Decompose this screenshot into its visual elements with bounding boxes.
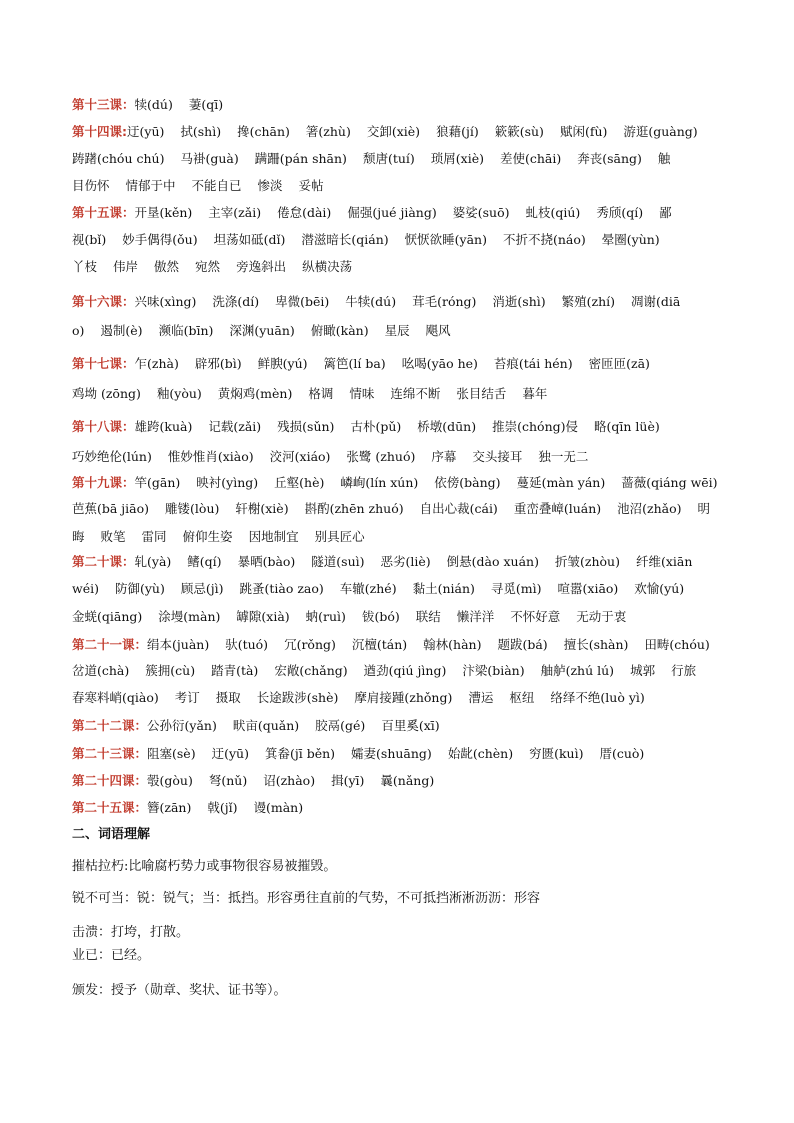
vocab-item: 旁逸斜出: [236, 259, 287, 274]
vocab-item: 恶劣(liè): [380, 554, 431, 569]
vocab-item: 宛然: [195, 259, 221, 274]
vocab-item: 拭(shì): [180, 124, 222, 139]
vocab-item: 宏敞(chǎng): [274, 663, 348, 678]
vocab-item: 丫枝: [72, 259, 98, 274]
vocab-item: 驮(tuó): [225, 637, 269, 652]
vocab-item: 踏青(tà): [211, 663, 259, 678]
vocab-item: 岔道(chà): [72, 663, 130, 678]
vocab-item: 沉檀(tán): [351, 637, 408, 652]
vocab-item: 惨淡: [257, 178, 283, 193]
vocab-item: 蔓延(màn yán): [516, 475, 606, 490]
definition-line: 摧枯拉朽:比喻腐朽势力或事物很容易被摧毁。: [72, 859, 337, 874]
vocab-line: [72, 96, 728, 114]
vocab-item: 鳍(qí): [187, 554, 222, 569]
vocab-item: 谩(màn): [253, 800, 304, 815]
vocab-item: 犊(dú): [134, 97, 173, 112]
vocab-item: 暮年: [522, 386, 548, 401]
definition-line: 业已：已经。: [72, 948, 151, 963]
vocab-item: 黄焖鸡(mèn): [217, 386, 293, 401]
vocab-item: 防御(yù): [114, 581, 165, 596]
vocab-item: 曩(nǎng): [380, 773, 435, 788]
vocab-item: 鄙: [659, 205, 672, 220]
vocab-item: 纤维(xiān: [635, 554, 693, 569]
vocab-item: 推崇(chóng)侵: [492, 419, 578, 434]
lesson-label: 第十九课：: [72, 475, 135, 490]
vocab-item: 簪(zān): [147, 800, 192, 815]
vocab-item: 胶鬲(gé): [315, 718, 366, 733]
vocab-item: 罅隙(xià): [236, 609, 290, 624]
vocab-item: 星辰: [384, 323, 410, 338]
vocab-item: 揖(yī): [331, 773, 365, 788]
vocab-item: 苔痕(tái hén): [493, 356, 573, 371]
vocab-item: 独一无二: [538, 449, 589, 464]
vocab-item: 映衬(yìng): [196, 475, 259, 490]
vocab-item: 迂(yū): [211, 746, 249, 761]
vocab-line: [72, 231, 728, 249]
vocab-item: 傲然: [154, 259, 180, 274]
vocab-item: 晕圈(yùn): [601, 232, 660, 247]
lesson-label: 第十五课：: [72, 205, 135, 220]
vocab-item: 连绵不断: [390, 386, 441, 401]
lesson-label: 第十七课：: [72, 356, 135, 371]
vocab-item: 卑微(bēi): [275, 294, 330, 309]
vocab-line: [72, 150, 728, 168]
vocab-line: [72, 293, 728, 311]
vocab-item: 芭蕉(bā jiāo): [72, 501, 150, 516]
lesson-label: 第十四课:: [72, 124, 127, 139]
vocab-item: 题跋(bá): [497, 637, 548, 652]
vocab-item: 城郭: [630, 663, 656, 678]
vocab-item: 交头接耳: [472, 449, 523, 464]
vocab-item: 不能自已: [191, 178, 242, 193]
vocab-item: 畎亩(quǎn): [232, 718, 300, 733]
vocab-item: 琐屑(xiè): [430, 151, 484, 166]
vocab-item: 辟邪(bì): [194, 356, 242, 371]
vocab-line: [72, 799, 728, 817]
lesson-label: 第二十二课：: [72, 718, 148, 733]
vocab-item: 情味: [349, 386, 375, 401]
vocab-item: 池沼(zhǎo): [617, 501, 682, 516]
vocab-item: 记载(zǎi): [208, 419, 262, 434]
vocab-item: 冗(rǒng): [284, 637, 336, 652]
vocab-item: 摩肩接踵(zhǒng): [354, 690, 453, 705]
vocab-item: 厝(cuò): [599, 746, 645, 761]
vocab-item: 倔强(jué jiàng): [347, 205, 437, 220]
vocab-item: 穷匮(kuì): [529, 746, 584, 761]
vocab-item: 交卸(xiè): [366, 124, 421, 139]
vocab-line: [72, 123, 728, 141]
vocab-line: [72, 608, 728, 626]
vocab-line: [72, 500, 728, 518]
vocab-item: 簌簌(sù): [494, 124, 544, 139]
vocab-item: 田畴(chóu): [644, 637, 710, 652]
vocab-item: 络绎不绝(luò yì): [550, 690, 645, 705]
lesson-label: 第二十四课：: [72, 773, 148, 788]
vocab-line: [72, 418, 728, 436]
vocab-item: 篱笆(lí ba): [323, 356, 386, 371]
vocab-item: 绢本(juàn): [147, 637, 210, 652]
vocab-item: wéi): [72, 581, 99, 596]
vocab-item: 残损(sǔn): [277, 419, 335, 434]
lesson-label: 第十八课：: [72, 419, 135, 434]
vocab-item: 晦: [72, 529, 85, 544]
vocab-item: 长途跋涉(shè): [256, 690, 339, 705]
vocab-item: 惟妙惟肖(xiào): [167, 449, 254, 464]
vocab-item: 繁殖(zhí): [561, 294, 616, 309]
vocab-line: [72, 474, 728, 492]
vocab-item: 别具匠心: [314, 529, 365, 544]
vocab-item: 摄取: [215, 690, 241, 705]
vocab-item: 凋谢(diā: [631, 294, 681, 309]
vocab-item: 弩(nǔ): [208, 773, 248, 788]
vocab-line: [72, 258, 728, 276]
vocab-item: 赋闲(fù): [559, 124, 608, 139]
vocab-item: 深渊(yuān): [229, 323, 295, 338]
vocab-item: 目伤怀: [72, 178, 110, 193]
vocab-item: o): [72, 323, 85, 338]
vocab-item: 踌躇(chóu chú): [72, 151, 165, 166]
vocab-item: 鲜腴(yú): [257, 356, 308, 371]
vocab-item: 跳蚤(tiào zao): [239, 581, 324, 596]
vocab-item: 重峦叠嶂(luán): [513, 501, 602, 516]
vocab-item: 轩榭(xiè): [235, 501, 289, 516]
vocab-item: 汴梁(biàn): [462, 663, 525, 678]
vocab-item: 竿(gān): [134, 475, 181, 490]
vocab-item: 倒悬(dào xuán): [446, 554, 539, 569]
vocab-item: 自出心裁(cái): [419, 501, 498, 516]
vocab-line: [72, 204, 728, 222]
vocab-item: 始龀(chèn): [447, 746, 514, 761]
vocab-line: [72, 717, 728, 735]
vocab-item: 洨河(xiáo): [269, 449, 331, 464]
vocab-item: 遏制(è): [100, 323, 143, 338]
definition-line: 锐不可当：锐：锐气；当：抵挡。形容勇往直前的气势，不可抵挡淅淅沥沥：形容: [72, 891, 541, 906]
vocab-item: 涂墁(màn): [158, 609, 221, 624]
vocab-item: 不折不挠(náo): [502, 232, 586, 247]
lesson-label: 第十六课：: [72, 294, 135, 309]
vocab-item: 格调: [308, 386, 334, 401]
vocab-item: 兴味(xìng): [134, 294, 197, 309]
vocab-line: [72, 448, 728, 466]
vocab-item: 败笔: [100, 529, 126, 544]
vocab-item: 隧道(suì): [311, 554, 365, 569]
vocab-item: 情郁于中: [125, 178, 176, 193]
vocab-item: 密匝匝(zā): [588, 356, 650, 371]
vocab-item: 古朴(pǔ): [350, 419, 402, 434]
vocab-item: 虬枝(qiú): [525, 205, 581, 220]
definition-line: 击溃：打垮，打散。: [72, 925, 190, 940]
vocab-line: [72, 553, 728, 571]
vocab-item: 枢纽: [509, 690, 535, 705]
vocab-line: [72, 177, 728, 195]
vocab-item: 车辙(zhé): [339, 581, 397, 596]
vocab-item: 主宰(zǎi): [208, 205, 262, 220]
vocab-item: 张目结舌: [456, 386, 507, 401]
vocab-line: [72, 528, 728, 546]
vocab-item: 不怀好意: [510, 609, 561, 624]
vocab-item: 洗涤(dí): [212, 294, 260, 309]
vocab-line: [72, 322, 728, 340]
vocab-item: 诏(zhào): [263, 773, 316, 788]
section-heading: 二、词语理解: [72, 827, 151, 842]
lesson-label: 第十三课：: [72, 97, 135, 112]
vocab-item: 无动于衷: [576, 609, 627, 624]
definition-line: 颁发：授予（勋章、奖状、证书等）。: [72, 983, 287, 998]
vocab-item: 雷同: [141, 529, 167, 544]
lesson-label: 第二十三课：: [72, 746, 148, 761]
vocab-item: 濒临(bīn): [158, 323, 214, 338]
vocab-item: 行旅: [671, 663, 697, 678]
vocab-item: 寻觅(mì): [490, 581, 542, 596]
vocab-item: 春寒料峭(qiào): [72, 690, 159, 705]
vocab-item: 因地制宜: [248, 529, 299, 544]
lesson-label: 第二十一课：: [72, 637, 148, 652]
vocab-item: 簇拥(cù): [145, 663, 196, 678]
vocab-item: 张鹭 (zhuó): [346, 449, 416, 464]
vocab-item: 丘壑(hè): [274, 475, 325, 490]
vocab-item: 暴晒(bào): [237, 554, 296, 569]
vocab-item: 狼藉(jí): [436, 124, 479, 139]
vocab-item: 孀妻(shuāng): [351, 746, 432, 761]
vocab-item: 马褂(guà): [180, 151, 239, 166]
lesson-label: 第二十五课：: [72, 800, 148, 815]
vocab-item: 蹒跚(pán shān): [254, 151, 347, 166]
vocab-line: [72, 385, 728, 403]
vocab-item: 箕畚(jī běn): [264, 746, 336, 761]
vocab-item: 恹恹欲睡(yān): [404, 232, 487, 247]
vocab-item: 斟酌(zhēn zhuó): [304, 501, 404, 516]
vocab-item: 金蜣(qiāng): [72, 609, 143, 624]
vocab-item: 轧(yà): [134, 554, 172, 569]
vocab-item: 嶙峋(lín xún): [340, 475, 419, 490]
vocab-item: 颓唐(tuí): [362, 151, 415, 166]
vocab-item: 联结: [415, 609, 441, 624]
vocab-item: 俯仰生姿: [182, 529, 233, 544]
vocab-item: 依傍(bàng): [434, 475, 501, 490]
vocab-item: 奔丧(sāng): [577, 151, 642, 166]
vocab-item: 彀(gòu): [147, 773, 193, 788]
vocab-item: 潜滋暗长(qián): [301, 232, 389, 247]
vocab-item: 黏土(nián): [412, 581, 475, 596]
vocab-item: 蚋(ruì): [305, 609, 346, 624]
vocab-item: 懒洋洋: [456, 609, 495, 624]
vocab-item: 开垦(kěn): [134, 205, 193, 220]
vocab-item: 蔷薇(qiáng wēi): [621, 475, 718, 490]
vocab-item: 欢愉(yú): [634, 581, 685, 596]
vocab-line: [72, 772, 728, 790]
vocab-item: 吆喝(yāo he): [401, 356, 478, 371]
vocab-item: 公孙衍(yǎn): [147, 718, 217, 733]
vocab-item: 略(qīn lüè): [594, 419, 660, 434]
vocab-item: 飓风: [425, 323, 451, 338]
vocab-item: 百里奚(xī): [381, 718, 440, 733]
vocab-item: 妥帖: [298, 178, 324, 193]
vocab-item: 乍(zhà): [134, 356, 179, 371]
vocab-item: 迂(yū): [127, 124, 165, 139]
vocab-line: [72, 636, 728, 654]
vocab-item: 搀(chān): [237, 124, 290, 139]
vocab-item: 雄跨(kuà): [134, 419, 193, 434]
vocab-item: 折皱(zhòu): [554, 554, 620, 569]
vocab-item: 倦怠(dài): [277, 205, 332, 220]
vocab-item: 游逛(guàng): [623, 124, 698, 139]
vocab-item: 视(bǐ): [72, 232, 107, 247]
vocab-item: 俯瞰(kàn): [310, 323, 369, 338]
vocab-line: [72, 745, 728, 763]
vocab-item: 坦荡如砥(dǐ): [213, 232, 286, 247]
vocab-item: 秀颀(qí): [596, 205, 644, 220]
vocab-line: [72, 689, 728, 707]
vocab-item: 茸毛(róng): [412, 294, 477, 309]
vocab-item: 考订: [174, 690, 200, 705]
vocab-item: 妙手偶得(ǒu): [122, 232, 198, 247]
vocab-item: 顾忌(jì): [180, 581, 224, 596]
vocab-item: 釉(yòu): [156, 386, 202, 401]
vocab-item: 翰林(hàn): [423, 637, 482, 652]
vocab-item: 钹(bó): [361, 609, 400, 624]
vocab-item: 擅长(shàn): [563, 637, 629, 652]
vocab-item: 消逝(shì): [492, 294, 546, 309]
vocab-item: 漕运: [468, 690, 494, 705]
vocab-line: [72, 662, 728, 680]
vocab-item: 雕镂(lòu): [165, 501, 220, 516]
vocab-item: 牛犊(dú): [345, 294, 397, 309]
vocab-item: 婆娑(suō): [452, 205, 510, 220]
vocab-item: 舳舻(zhú lú): [540, 663, 615, 678]
vocab-item: 阻塞(sè): [147, 746, 196, 761]
vocab-item: 戟(jǐ): [207, 800, 238, 815]
vocab-line: [72, 355, 728, 373]
vocab-item: 伟岸: [113, 259, 139, 274]
vocab-item: 明: [697, 501, 711, 516]
vocab-item: 桥墩(dūn): [417, 419, 477, 434]
vocab-item: 差使(chāi): [499, 151, 562, 166]
vocab-item: 纵横决荡: [302, 259, 353, 274]
vocab-item: 巧妙绝伦(lún): [72, 449, 152, 464]
lesson-label: 第二十课：: [72, 554, 135, 569]
vocab-line: [72, 580, 728, 598]
vocab-item: 序幕: [431, 449, 457, 464]
vocab-item: 箸(zhù): [305, 124, 351, 139]
vocab-item: 鸡坳 (zōng): [72, 386, 141, 401]
vocab-item: 萋(qī): [188, 97, 224, 112]
vocab-item: 遒劲(qiú jìng): [363, 663, 447, 678]
vocab-item: 触: [657, 151, 671, 166]
vocab-item: 喧嚣(xiāo): [557, 581, 619, 596]
